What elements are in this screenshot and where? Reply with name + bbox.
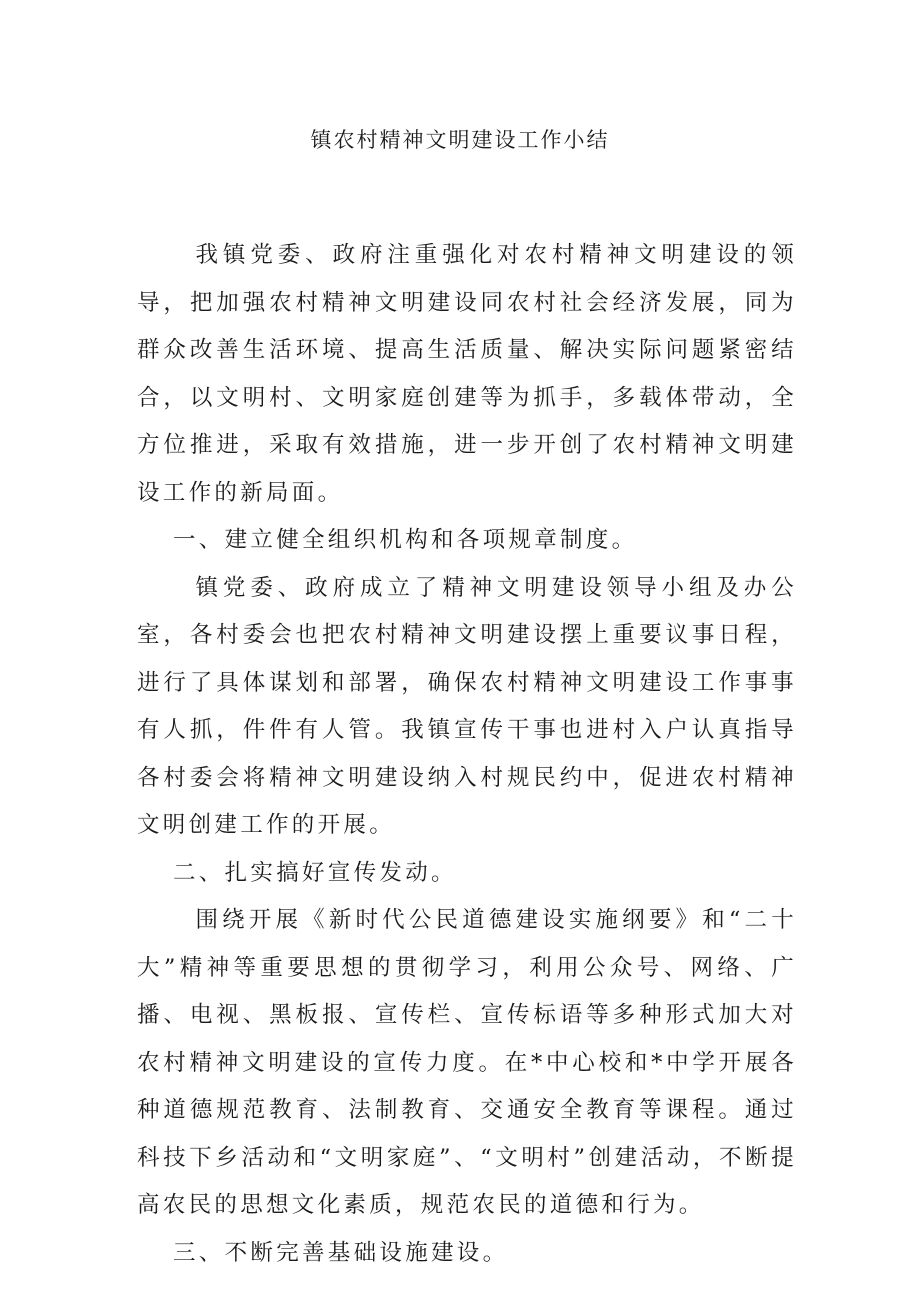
section-2-paragraph: 围绕开展《新时代公民道德建设实施纲要》和“二十大”精神等重要思想的贯彻学习，利用公众号、网络、广播、电视、黑板报、宣传栏、宣传标语等多种形式加大对农村精神文明建设的宣传力度。在*中心校和*中学开展各种道德规范教育、法制教育、交通安全教育等课程。通过科技下乡活动和“文明家庭”、“文明村”创建活动，不断提高农民的思想文化素质，规范农民的道德和行为。 bbox=[137, 907, 797, 1218]
intro-paragraph: 我镇党委、政府注重强化对农村精神文明建设的领导，把加强农村精神文明建设同农村社会经济发展，同为群众改善生活环境、提高生活质量、解决实际问题紧密结合，以文明村、文明家庭创建等为抓手，多载体带动，全方位推进，采取有效措施，进一步开创了农村精神文明建设工作的新局面。 bbox=[137, 242, 797, 506]
document-body bbox=[137, 232, 797, 1277]
document-title: 镇农村精神文明建设工作小结 bbox=[310, 128, 610, 152]
section-heading-1: 一、建立健全组织机构和各项规章制度。 bbox=[173, 527, 638, 553]
section-heading-2: 二、扎实搞好宣传发动。 bbox=[173, 859, 457, 886]
section-heading-3: 三、不断完善基础设施建设。 bbox=[173, 1239, 509, 1266]
section-1-paragraph: 镇党委、政府成立了精神文明建设领导小组及办公室，各村委会也把农村精神文明建设摆上重要议事日程，进行了具体谋划和部署，确保农村精神文明建设工作事事有人抓，件件有人管。我镇宣传干事也进村入户认真指导各村委会将精神文明建设纳入村规民约中，促进农村精神文明创建工作的开展。 bbox=[137, 574, 797, 838]
